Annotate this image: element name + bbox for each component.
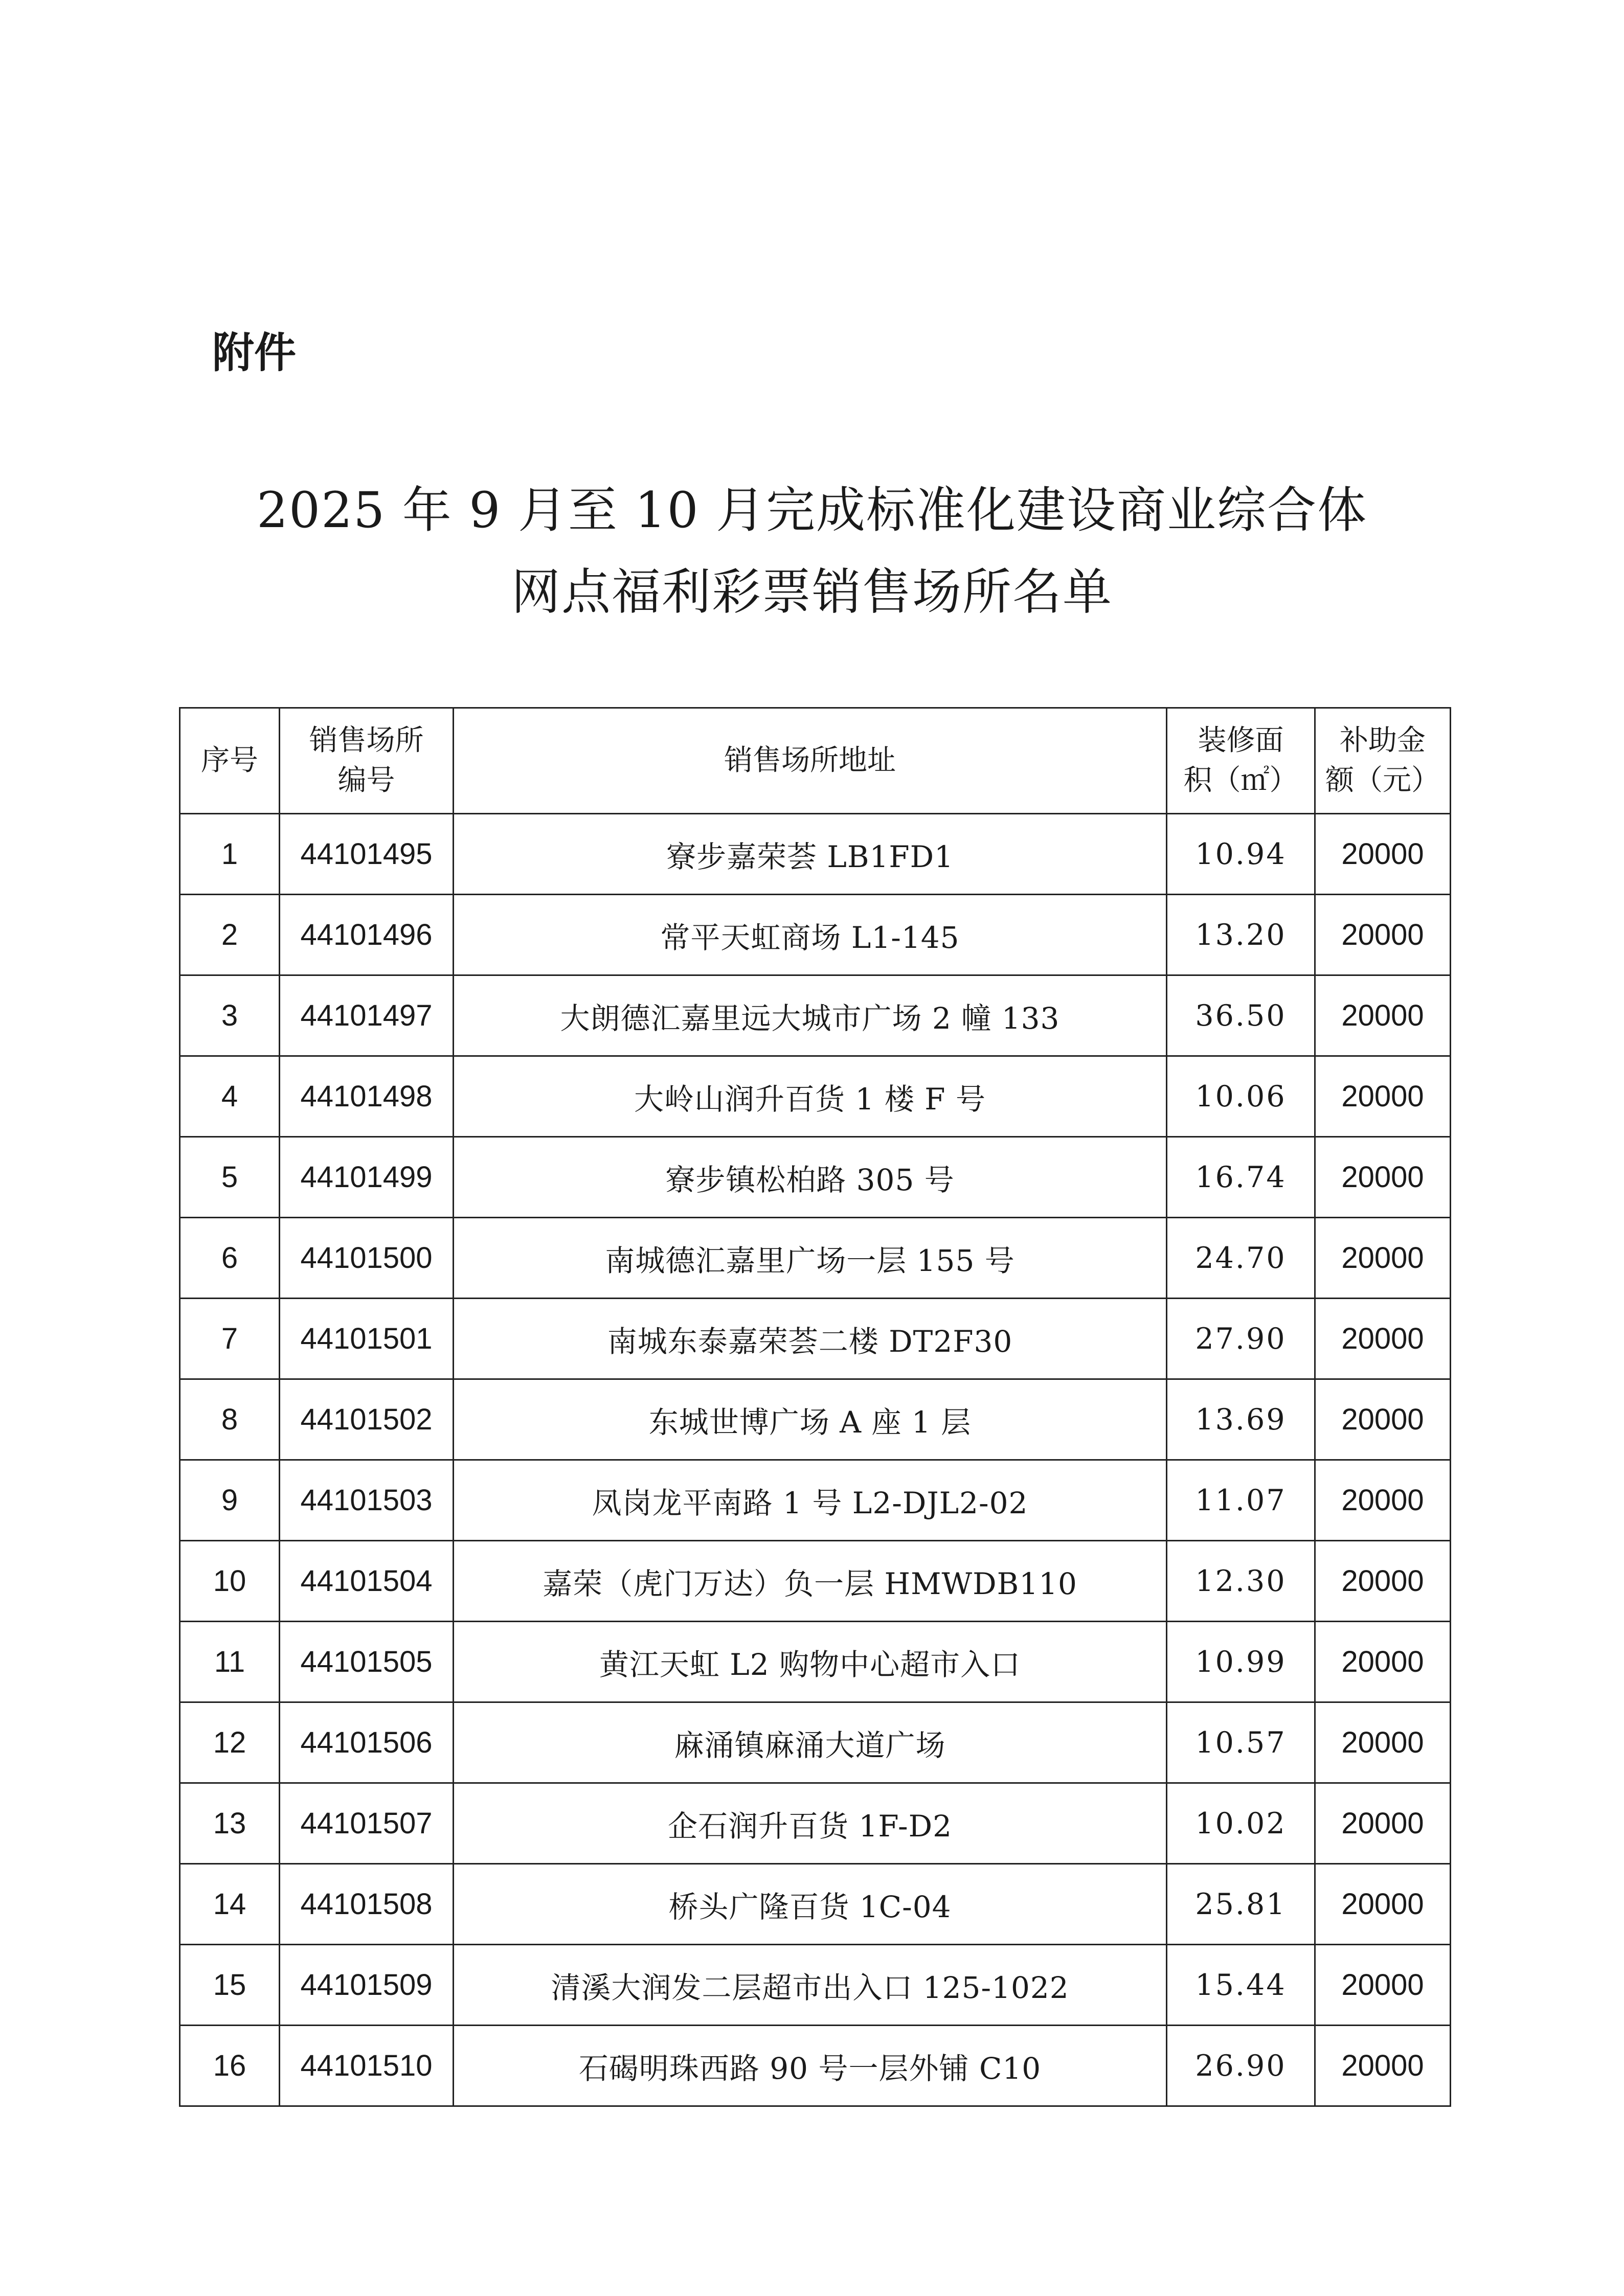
cell-area: 13.69 <box>1167 1379 1315 1460</box>
cell-index: 14 <box>180 1864 280 1945</box>
table-row <box>180 1622 1451 1702</box>
cell-area: 36.50 <box>1167 975 1315 1056</box>
cell-address: 东城世博广场 A 座 1 层 <box>454 1379 1167 1460</box>
cell-subsidy: 20000 <box>1315 1137 1451 1218</box>
table-row <box>180 975 1451 1056</box>
cell-index: 15 <box>180 1945 280 2026</box>
column-header-code <box>280 708 454 814</box>
cell-code: 44101508 <box>280 1864 454 1945</box>
cell-index: 2 <box>180 895 280 975</box>
cell-subsidy: 20000 <box>1315 2026 1451 2106</box>
cell-address: 寮步嘉荣荟 LB1FD1 <box>454 814 1167 895</box>
cell-area: 16.74 <box>1167 1137 1315 1218</box>
cell-address: 南城德汇嘉里广场一层 155 号 <box>454 1218 1167 1299</box>
cell-address: 常平天虹商场 L1-145 <box>454 895 1167 975</box>
table-row <box>180 1864 1451 1945</box>
table-body <box>180 814 1451 2106</box>
cell-code: 44101506 <box>280 1702 454 1783</box>
table-header-row <box>180 708 1451 814</box>
cell-subsidy: 20000 <box>1315 814 1451 895</box>
cell-subsidy: 20000 <box>1315 975 1451 1056</box>
cell-address: 大岭山润升百货 1 楼 F 号 <box>454 1056 1167 1137</box>
cell-address: 大朗德汇嘉里远大城市广场 2 幢 133 <box>454 975 1167 1056</box>
cell-area: 10.06 <box>1167 1056 1315 1137</box>
sales-venue-table <box>179 707 1451 2107</box>
document-title-line-2: 网点福利彩票销售场所名单 <box>511 563 1113 621</box>
cell-subsidy: 20000 <box>1315 1864 1451 1945</box>
cell-address: 桥头广隆百货 1C-04 <box>454 1864 1167 1945</box>
cell-code: 44101509 <box>280 1945 454 2026</box>
cell-area: 25.81 <box>1167 1864 1315 1945</box>
column-header-code-line-1: 销售场所 <box>309 723 424 757</box>
cell-code: 44101496 <box>280 895 454 975</box>
cell-address: 嘉荣（虎门万达）负一层 HMWDB110 <box>454 1541 1167 1622</box>
cell-code: 44101499 <box>280 1137 454 1218</box>
cell-subsidy: 20000 <box>1315 1056 1451 1137</box>
cell-index: 10 <box>180 1541 280 1622</box>
cell-index: 5 <box>180 1137 280 1218</box>
cell-area: 10.02 <box>1167 1783 1315 1864</box>
cell-code: 44101500 <box>280 1218 454 1299</box>
cell-index: 16 <box>180 2026 280 2106</box>
cell-index: 9 <box>180 1460 280 1541</box>
cell-subsidy: 20000 <box>1315 1702 1451 1783</box>
table-row <box>180 814 1451 895</box>
cell-area: 26.90 <box>1167 2026 1315 2106</box>
cell-address: 黄江天虹 L2 购物中心超市入口 <box>454 1622 1167 1702</box>
cell-address: 麻涌镇麻涌大道广场 <box>454 1702 1167 1783</box>
cell-index: 12 <box>180 1702 280 1783</box>
cell-code: 44101504 <box>280 1541 454 1622</box>
cell-area: 10.99 <box>1167 1622 1315 1702</box>
cell-code: 44101495 <box>280 814 454 895</box>
cell-code: 44101502 <box>280 1379 454 1460</box>
cell-subsidy: 20000 <box>1315 1622 1451 1702</box>
column-header-area <box>1167 708 1315 814</box>
table-row <box>180 1541 1451 1622</box>
cell-index: 4 <box>180 1056 280 1137</box>
table-row <box>180 1379 1451 1460</box>
column-header-code-line-2: 编号 <box>337 764 395 797</box>
cell-index: 7 <box>180 1299 280 1379</box>
column-header-subsidy-line-1: 补助金 <box>1340 723 1426 757</box>
table-row <box>180 1460 1451 1541</box>
column-header-subsidy <box>1315 708 1451 814</box>
column-header-area-line-2: 积（㎡） <box>1183 764 1298 797</box>
table-row <box>180 895 1451 975</box>
table-row <box>180 1945 1451 2026</box>
cell-code: 44101497 <box>280 975 454 1056</box>
column-header-index: 序号 <box>180 708 280 814</box>
cell-area: 10.94 <box>1167 814 1315 895</box>
attachment-label: 附件 <box>212 329 297 377</box>
cell-index: 13 <box>180 1783 280 1864</box>
cell-subsidy: 20000 <box>1315 1460 1451 1541</box>
table-row <box>180 1137 1451 1218</box>
document-title-line-1: 2025 年 9 月至 10 月完成标准化建设商业综合体 <box>256 482 1368 539</box>
cell-subsidy: 20000 <box>1315 895 1451 975</box>
cell-subsidy: 20000 <box>1315 1541 1451 1622</box>
cell-area: 24.70 <box>1167 1218 1315 1299</box>
table-row <box>180 1218 1451 1299</box>
table-row <box>180 1783 1451 1864</box>
cell-code: 44101510 <box>280 2026 454 2106</box>
cell-index: 1 <box>180 814 280 895</box>
cell-code: 44101507 <box>280 1783 454 1864</box>
cell-subsidy: 20000 <box>1315 1299 1451 1379</box>
cell-address: 寮步镇松柏路 305 号 <box>454 1137 1167 1218</box>
cell-code: 44101503 <box>280 1460 454 1541</box>
cell-area: 11.07 <box>1167 1460 1315 1541</box>
cell-index: 3 <box>180 975 280 1056</box>
cell-address: 石碣明珠西路 90 号一层外铺 C10 <box>454 2026 1167 2106</box>
table-row <box>180 1299 1451 1379</box>
column-header-subsidy-line-2: 额（元） <box>1325 764 1440 797</box>
table-row <box>180 2026 1451 2106</box>
column-header-area-line-1: 装修面 <box>1198 723 1284 757</box>
cell-area: 15.44 <box>1167 1945 1315 2026</box>
cell-code: 44101498 <box>280 1056 454 1137</box>
column-header-address: 销售场所地址 <box>454 708 1167 814</box>
cell-area: 13.20 <box>1167 895 1315 975</box>
cell-index: 11 <box>180 1622 280 1702</box>
cell-address: 凤岗龙平南路 1 号 L2-DJL2-02 <box>454 1460 1167 1541</box>
cell-code: 44101505 <box>280 1622 454 1702</box>
cell-index: 8 <box>180 1379 280 1460</box>
cell-area: 27.90 <box>1167 1299 1315 1379</box>
cell-subsidy: 20000 <box>1315 1379 1451 1460</box>
cell-address: 企石润升百货 1F-D2 <box>454 1783 1167 1864</box>
cell-subsidy: 20000 <box>1315 1783 1451 1864</box>
cell-index: 6 <box>180 1218 280 1299</box>
cell-subsidy: 20000 <box>1315 1945 1451 2026</box>
cell-area: 12.30 <box>1167 1541 1315 1622</box>
table-row <box>180 1056 1451 1137</box>
cell-address: 南城东泰嘉荣荟二楼 DT2F30 <box>454 1299 1167 1379</box>
table-row <box>180 1702 1451 1783</box>
cell-address: 清溪大润发二层超市出入口 125-1022 <box>454 1945 1167 2026</box>
cell-subsidy: 20000 <box>1315 1218 1451 1299</box>
cell-area: 10.57 <box>1167 1702 1315 1783</box>
cell-code: 44101501 <box>280 1299 454 1379</box>
